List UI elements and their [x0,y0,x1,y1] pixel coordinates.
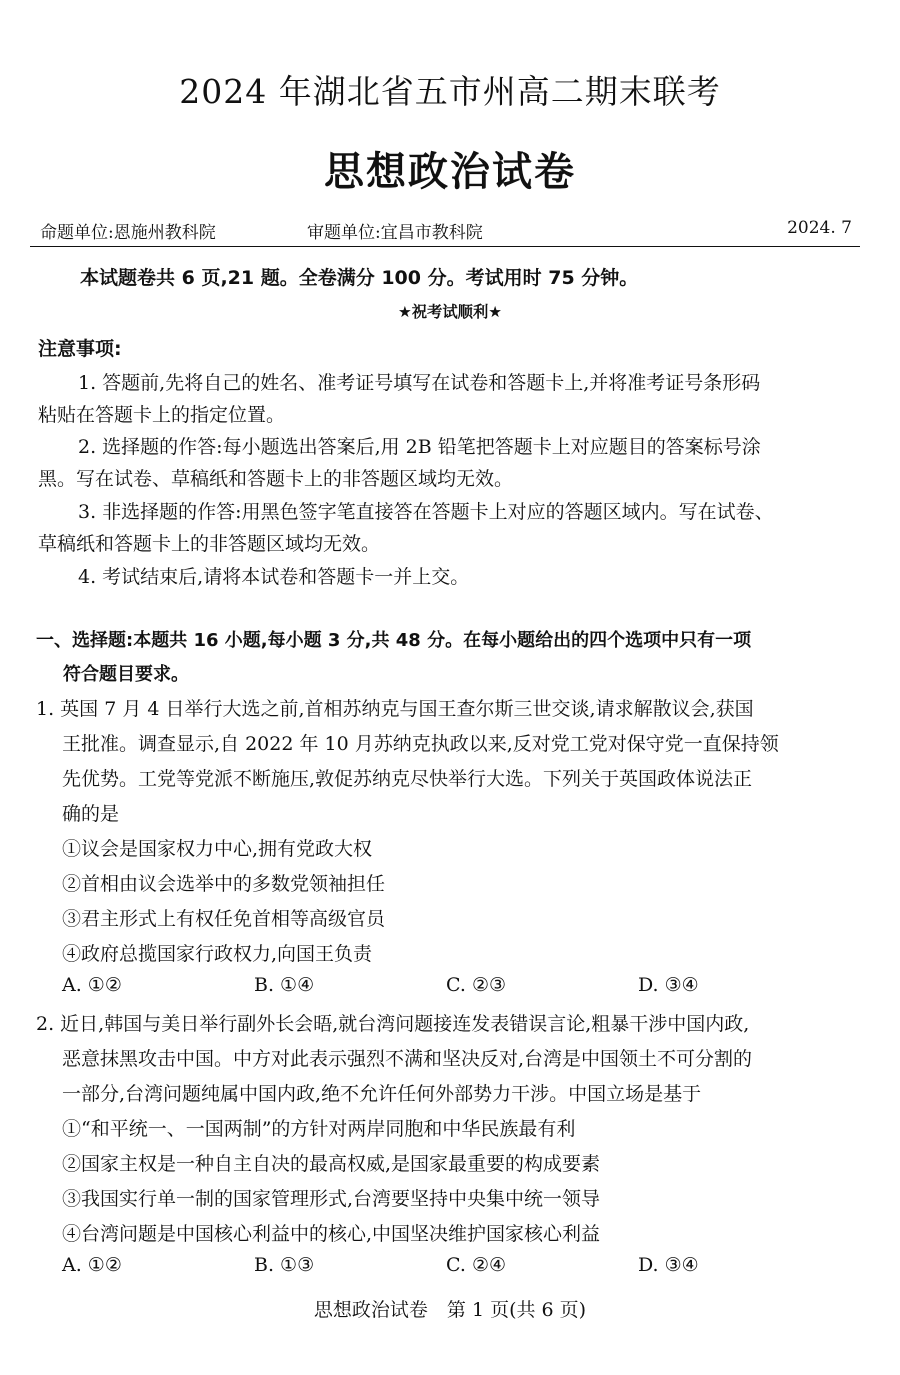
question-stem-line: 一部分,台湾问题纯属中国内政,绝不允许任何外部势力干涉。中国立场是基于 [62,1083,702,1105]
header-divider [30,246,860,247]
statement-item: ③君主形式上有权任免首相等高级官员 [62,908,386,930]
statement-item: ①“和平统一、一国两制”的方针对两岸同胞和中华民族最有利 [62,1118,576,1140]
section-heading: 一、选择题:本题共 16 小题,每小题 3 分,共 48 分。在每小题给出的四个选项中只有一项 [36,630,752,651]
option-d[interactable]: D. ③④ [638,1254,699,1276]
statement-item: ④政府总揽国家行政权力,向国王负责 [62,943,373,965]
exam-title: 2024 年湖北省五市州高二期末联考 [179,72,721,111]
answer-options [62,974,842,1000]
exam-subject-title: 思想政治试卷 [324,149,576,195]
question-stem-line: 先优势。工党等党派不断施压,敦促苏纳克尽快举行大选。下列关于英国政体说法正 [62,768,753,790]
note-line: 2. 选择题的作答:每小题选出答案后,用 2B 铅笔把答题卡上对应题目的答案标号涂 [78,436,761,458]
question-stem-line: 王批准。调查显示,自 2022 年 10 月苏纳克执政以来,反对党工党对保守党一直保持领 [62,733,779,755]
section-heading-cont: 符合题目要求。 [63,664,189,685]
statement-item: ④台湾问题是中国核心利益中的核心,中国坚决维护国家核心利益 [62,1223,601,1245]
option-b[interactable]: B. ①④ [254,974,315,996]
exam-intro: 本试题卷共 6 页,21 题。全卷满分 100 分。考试用时 75 分钟。 [80,267,639,289]
notes-heading: 注意事项: [38,338,122,360]
statement-item: ①议会是国家权力中心,拥有党政大权 [62,838,373,860]
note-line: 1. 答题前,先将自己的姓名、准考证号填写在试卷和答题卡上,并将准考证号条形码 [78,372,761,394]
author-unit: 命题单位:恩施州教科院 [40,223,216,243]
option-c[interactable]: C. ②③ [446,974,507,996]
statement-item: ②首相由议会选举中的多数党领袖担任 [62,873,386,895]
question-stem-line: 2. 近日,韩国与美日举行副外长会晤,就台湾问题接连发表错误言论,粗暴干涉中国内政, [36,1013,750,1035]
exam-date: 2024. 7 [787,218,852,238]
note-line: 4. 考试结束后,请将本试卷和答题卡一并上交。 [78,566,470,588]
option-a[interactable]: A. ①② [62,1254,122,1276]
option-b[interactable]: B. ①③ [254,1254,315,1276]
statement-item: ②国家主权是一种自主自决的最高权威,是国家最重要的构成要素 [62,1153,601,1175]
good-luck-banner: ★祝考试顺利★ [397,303,503,321]
option-c[interactable]: C. ②④ [446,1254,507,1276]
note-line: 草稿纸和答题卡上的非答题区域均无效。 [38,533,381,555]
note-line: 3. 非选择题的作答:用黑色签字笔直接答在答题卡上对应的答题区域内。写在试卷、 [78,501,774,523]
option-d[interactable]: D. ③④ [638,974,699,996]
question-stem-line: 1. 英国 7 月 4 日举行大选之前,首相苏纳克与国王查尔斯三世交谈,请求解散议会,获国 [36,698,754,720]
option-a[interactable]: A. ①② [62,974,122,996]
question-stem-line: 恶意抹黑攻击中国。中方对此表示强烈不满和坚决反对,台湾是中国领土不可分割的 [62,1048,753,1070]
question-stem-line: 确的是 [62,803,120,825]
note-line: 粘贴在答题卡上的指定位置。 [38,404,286,426]
note-line: 黑。写在试卷、草稿纸和答题卡上的非答题区域均无效。 [38,468,514,490]
review-unit: 审题单位:宜昌市教科院 [307,223,483,243]
header-meta [40,218,852,242]
statement-item: ③我国实行单一制的国家管理形式,台湾要坚持中央集中统一领导 [62,1188,601,1210]
page-footer: 思想政治试卷 第 1 页(共 6 页) [313,1299,587,1321]
answer-options [62,1254,842,1280]
